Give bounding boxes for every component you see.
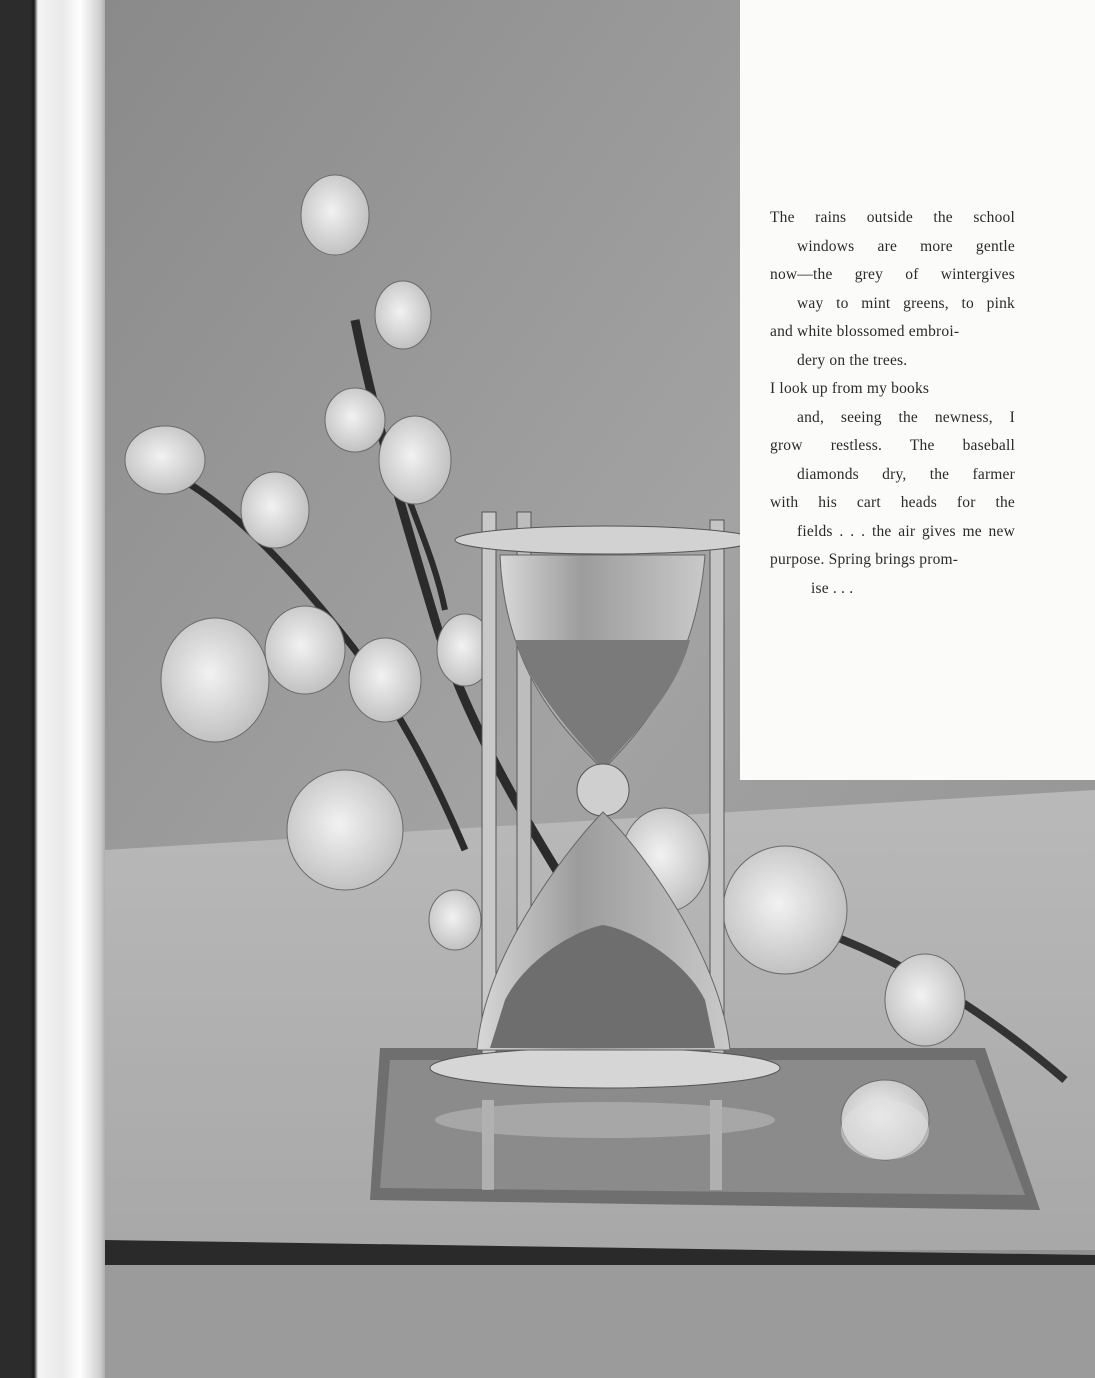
- poem-line: way to mint greens, to pink: [797, 294, 1015, 312]
- poem-line: The rains outside the school: [770, 209, 1015, 226]
- poem-line: with his cart heads for the: [770, 494, 1015, 511]
- poem-line: fields . . . the air gives me new: [797, 522, 1015, 540]
- poem-line: ise . . .: [811, 579, 854, 597]
- poem-line: dery on the trees.: [797, 351, 908, 369]
- poem-line: and, seeing the newness, I: [797, 408, 1015, 426]
- book-gutter: [0, 0, 110, 1378]
- poem-line: purpose. Spring brings prom-: [770, 551, 959, 568]
- poem-text: [770, 204, 1015, 603]
- poem-line: now—the grey of wintergives: [770, 266, 1015, 283]
- poem-line: windows are more gentle: [797, 237, 1015, 255]
- poem-line: diamonds dry, the farmer: [797, 465, 1015, 483]
- poem-line: I look up from my books: [770, 380, 930, 397]
- poem-line: and white blossomed embroi-: [770, 323, 960, 340]
- floor: [105, 1265, 1095, 1378]
- poem-line: grow restless. The baseball: [770, 437, 1015, 454]
